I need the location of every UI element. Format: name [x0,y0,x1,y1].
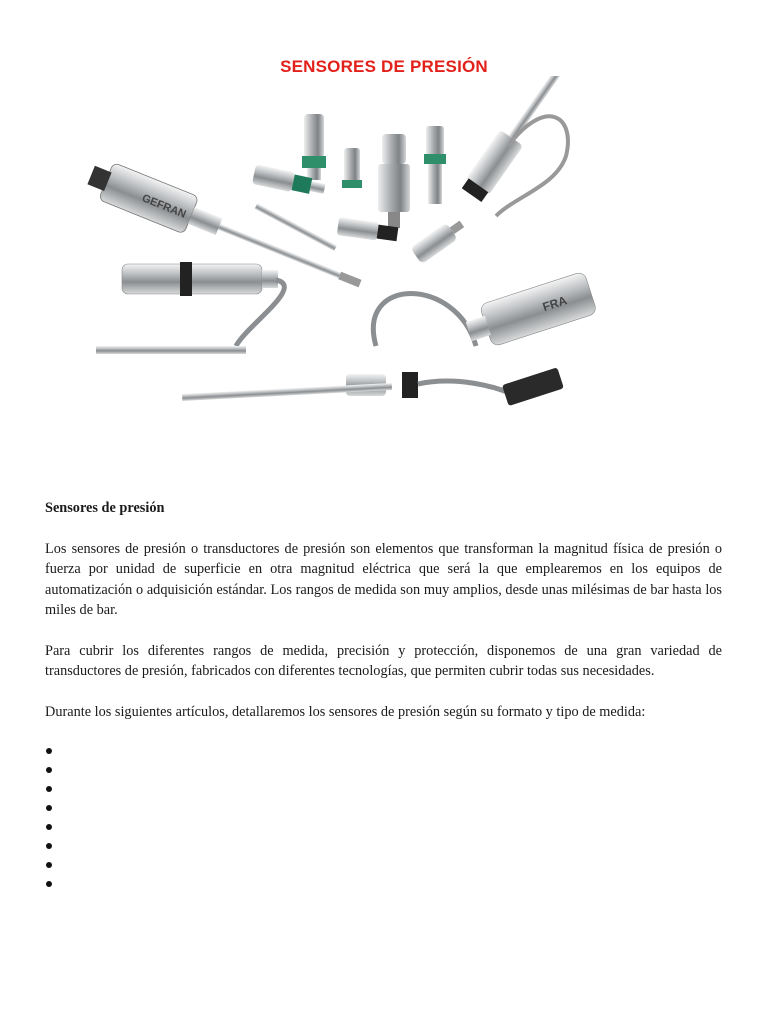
bullet-icon [46,786,52,792]
sensor-middle-left [122,262,278,296]
sensor-small-green-1 [302,114,326,180]
list-item [45,780,722,799]
bullet-icon [46,748,52,754]
page-title: SENSORES DE PRESIÓN [280,57,488,77]
svg-text:FRA: FRA [540,293,569,315]
pressure-sensors-photo [76,76,632,452]
sensor-small-green-3 [424,126,446,204]
list-item [45,799,722,818]
list-item [45,818,722,837]
bullet-icon [46,862,52,868]
sensor-bottom-center [182,372,418,401]
bullet-icon [46,805,52,811]
bullet-list [45,742,722,894]
bullet-icon [46,767,52,773]
sensor-small-green-2 [342,148,362,188]
paragraph-articles: Durante los siguientes artículos, detallaremos los sensores de presión según su formato y tipo de medida: [45,703,646,720]
paragraph-ranges: Para cubrir los diferentes rangos de medida, precisión y protección, disponemos de una gran variedad de transductores de presión, fabricados con diferentes tecnologías, que permiten cubrir todas sus necesidades. [45,642,722,679]
svg-text:GEFRAN: GEFRAN [140,192,188,221]
section-heading: Sensores de presión [45,500,165,516]
bullet-icon [46,843,52,849]
document-body [45,498,722,894]
sensor-medium-vertical [378,134,410,228]
sensor-right-diagonal [460,76,609,203]
sensors-illustration [76,76,632,452]
paragraph-intro: Los sensores de presión o transductores de presión son elementos que transforman la magnitud física de presión o fuerza por unidad de superficie en otra magnitud eléctrica que será la que emplearemos en los equipos de automatización o adquisición estándar. Los rangos de medida son muy amplios, desde unas milésimas de bar hasta los miles de bar. [45,540,722,618]
rod-left [96,346,246,354]
list-item [45,837,722,856]
bullet-icon [46,824,52,830]
connector-block [502,367,564,406]
list-item [45,875,722,894]
sensor-short [410,216,467,265]
list-item [45,742,722,761]
sensor-right-cylinder [462,271,597,352]
list-item [45,761,722,780]
list-item [45,856,722,875]
bullet-icon [46,881,52,887]
